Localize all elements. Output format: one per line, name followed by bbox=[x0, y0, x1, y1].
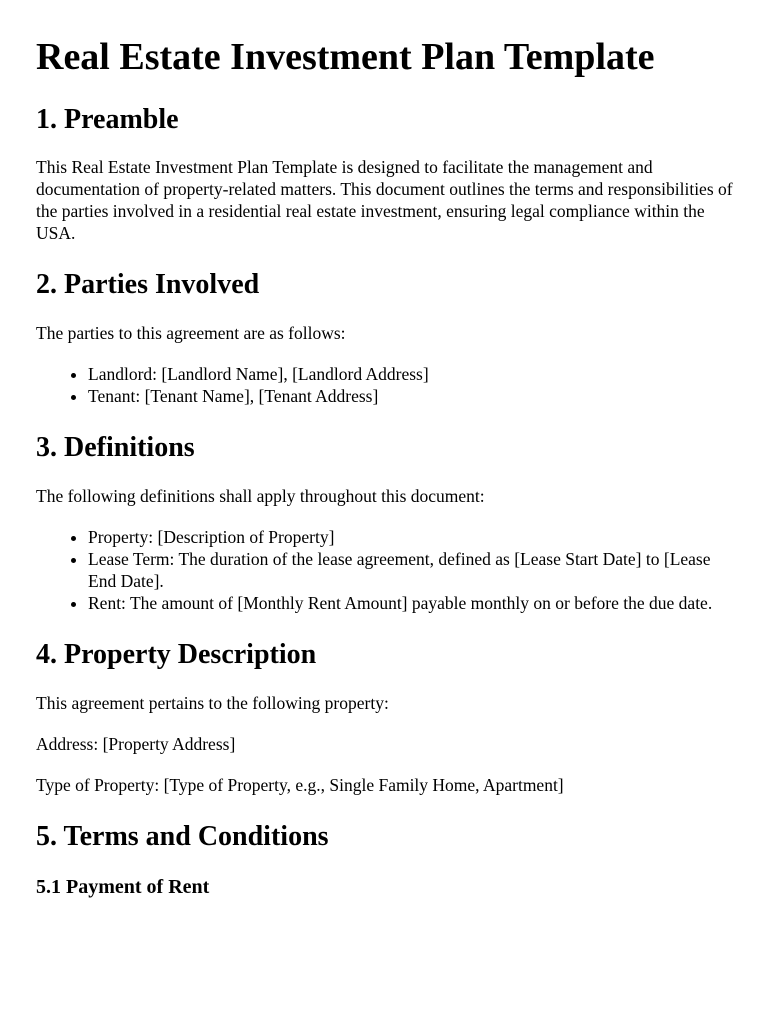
section-heading-parties: 2. Parties Involved bbox=[36, 269, 260, 300]
list-item: • Tenant: [Tenant Name], [Tenant Address] bbox=[88, 385, 734, 407]
parties-list bbox=[36, 363, 734, 407]
property-type: Type of Property: [Type of Property, e.g., Single Family Home, Apartment] bbox=[36, 775, 564, 795]
list-item: • Property: [Description of Property] bbox=[88, 526, 734, 548]
list-item: • Landlord: [Landlord Name], [Landlord Address] bbox=[88, 363, 734, 385]
property-address: Address: [Property Address] bbox=[36, 734, 236, 754]
section-heading-definitions: 3. Definitions bbox=[36, 432, 195, 463]
definitions-intro: The following definitions shall apply throughout this document: bbox=[36, 486, 485, 506]
subsection-heading-payment-of-rent: 5.1 Payment of Rent bbox=[36, 876, 210, 898]
document-title: Real Estate Investment Plan Template bbox=[36, 36, 655, 78]
parties-intro: The parties to this agreement are as follows: bbox=[36, 323, 346, 343]
preamble-paragraph: This Real Estate Investment Plan Template is designed to facilitate the management and documentation of property-related matters. This document outlines the terms and responsibilities of the parties involved in a residential real estate investment, ensuring legal compliance within the USA. bbox=[36, 157, 733, 243]
property-intro: This agreement pertains to the following property: bbox=[36, 693, 389, 713]
list-item: • Lease Term: The duration of the lease agreement, defined as [Lease Start Date] to [Lease End Date]. bbox=[88, 548, 734, 592]
section-heading-property: 4. Property Description bbox=[36, 639, 317, 670]
definitions-list bbox=[36, 526, 734, 614]
section-heading-terms: 5. Terms and Conditions bbox=[36, 821, 329, 852]
section-heading-preamble: 1. Preamble bbox=[36, 104, 179, 135]
list-item: • Rent: The amount of [Monthly Rent Amount] payable monthly on or before the due date. bbox=[88, 592, 734, 614]
